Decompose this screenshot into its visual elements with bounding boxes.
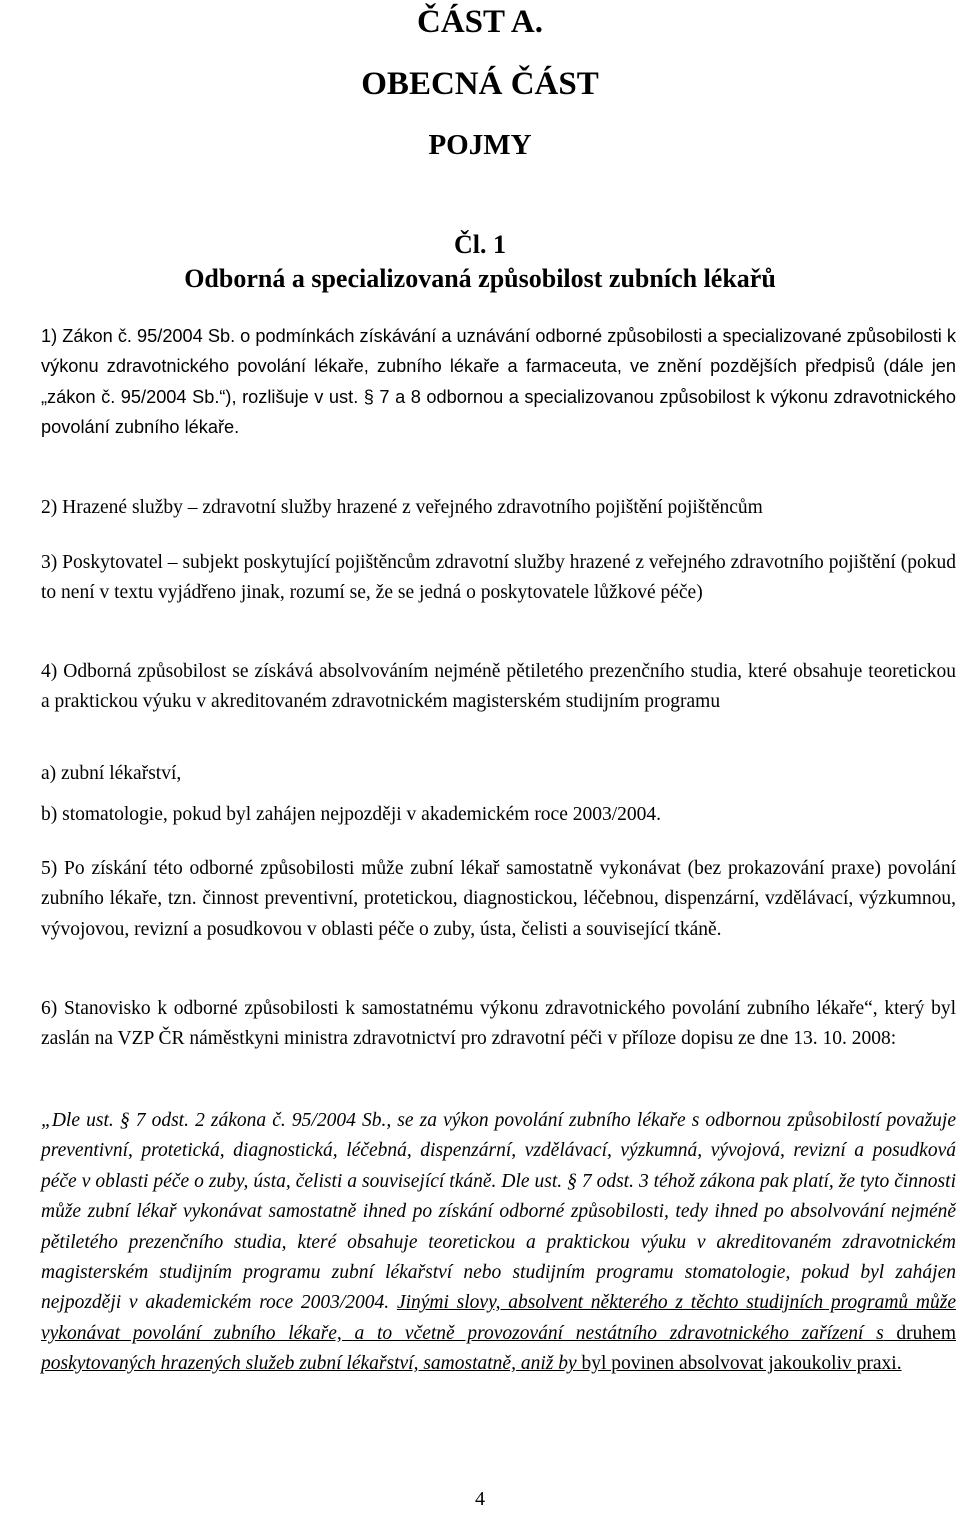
list-item-letter: a) — [41, 763, 57, 784]
paragraph-text: Zákon č. 95/2004 Sb. o podmínkách získávání a uznávání odborné způsobilosti a specializované způsobilosti k výkonu zdravotnického povolání lékaře, zubního lékaře a farmaceuta, ve znění pozdějších předpisů (dále jen „zákon č. 95/2004 Sb.“), rozlišuje v ust. § 7 a 8 odbornou a specializovanou způsobilost k výkonu zdravotnického povolání zubního lékaře. — [41, 326, 956, 438]
paragraph-4 — [41, 657, 956, 718]
paragraph-6 — [41, 994, 956, 1055]
paragraph-number: 1) — [41, 326, 58, 346]
quote-text: „Dle ust. § 7 odst. 2 zákona č. 95/2004 Sb., se za výkon povolání zubního lékaře s odbornou způsobilostí považuje preventivní, protetická, diagnostická, léčebná, dispenzární, vzdělávací, výzkumná, vývojová, revizní a posudková péče v oblasti péče o zuby, ústa, čelisti a související tkáně. Dle ust. § 7 odst. 3 téhož zákona pak platí, že tyto činnosti může zubní lékař vykonávat samostatně ihned po získání odborné způsobilosti, tedy ihned po absolvování nejméně pětiletého prezenčního studia, které obsahuje teoretickou a praktickou výuku v akreditovaném zdravotnickém magisterském studijním programu zubní lékařství nebo studijním programu stomatologie, pokud byl zahájen nejpozději v akademickém roce 2003/2004. — [41, 1110, 956, 1314]
paragraph-number: 4) — [41, 661, 58, 682]
list-item-a — [41, 759, 956, 789]
quote-underlined-upright-text: druhem — [883, 1322, 956, 1344]
paragraph-5 — [41, 854, 956, 945]
paragraph-number: 5) — [41, 858, 58, 879]
article-number: Čl. 1 — [454, 230, 506, 259]
paragraph-3 — [41, 548, 956, 609]
quote-underlined-upright-text-2: byl povinen absolvovat jakoukoliv praxi. — [576, 1353, 902, 1375]
paragraph-2 — [41, 493, 956, 523]
quote-underlined-text: Jinými slovy, absolvent některého z těchto studijních programů může vykonávat povolání zubního lékaře, a to včetně provozování nestátního zdravotnického zařízení s — [41, 1292, 956, 1344]
part-heading: ČÁST A. — [417, 4, 543, 40]
quote-underlined-text-2: poskytovaných hrazených služeb zubní lékařství, samostatně, aniž by — [41, 1353, 577, 1375]
paragraph-1 — [41, 321, 956, 443]
paragraph-number: 6) — [41, 998, 58, 1019]
general-part-heading: OBECNÁ ČÁST — [361, 66, 599, 102]
quoted-statement — [41, 1106, 956, 1380]
list-item-text: zubní lékařství, — [61, 763, 182, 784]
paragraph-text: Hrazené služby – zdravotní služby hrazené z veřejného zdravotního pojištění pojištěncům — [62, 497, 763, 518]
paragraph-text: Stanovisko k odborné způsobilosti k samostatnému výkonu zdravotnického povolání zubního lékaře“, který byl zaslán na VZP ČR náměstkyni ministra zdravotnictví pro zdravotní péči v příloze dopisu ze dne 13. 10. 2008: — [41, 998, 957, 1050]
paragraph-text: Poskytovatel – subjekt poskytující pojištěncům zdravotní služby hrazené z veřejného zdravotního pojištění (pokud to není v textu vyjádřeno jinak, rozumí se, že se jedná o poskytovatele lůžkové péče) — [41, 552, 956, 604]
paragraph-number: 3) — [41, 552, 58, 573]
paragraph-number: 2) — [41, 497, 58, 518]
list-item-b — [41, 800, 956, 830]
paragraph-text: Po získání této odborné způsobilosti může zubní lékař samostatně vykonávat (bez prokazování praxe) povolání zubního lékaře, tzn. činnost preventivní, protetickou, diagnostickou, léčebnou, dispenzární, vzdělávací, výzkumnou, vývojovou, revizní a posudkovou v oblasti péče o zuby, ústa, čelisti a související tkáně. — [41, 858, 956, 940]
list-item-text: stomatologie, pokud byl zahájen nejpozději v akademickém roce 2003/2004. — [62, 804, 662, 825]
list-item-letter: b) — [41, 804, 58, 825]
paragraph-text: Odborná způsobilost se získává absolvováním nejméně pětiletého prezenčního studia, které obsahuje teoretickou a praktickou výuku v akreditovaném zdravotnickém magisterském studijním programu — [41, 661, 957, 713]
page-number: 4 — [475, 1488, 485, 1510]
article-title: Odborná a specializovaná způsobilost zubních lékařů — [184, 264, 776, 293]
terms-heading: POJMY — [428, 129, 532, 161]
